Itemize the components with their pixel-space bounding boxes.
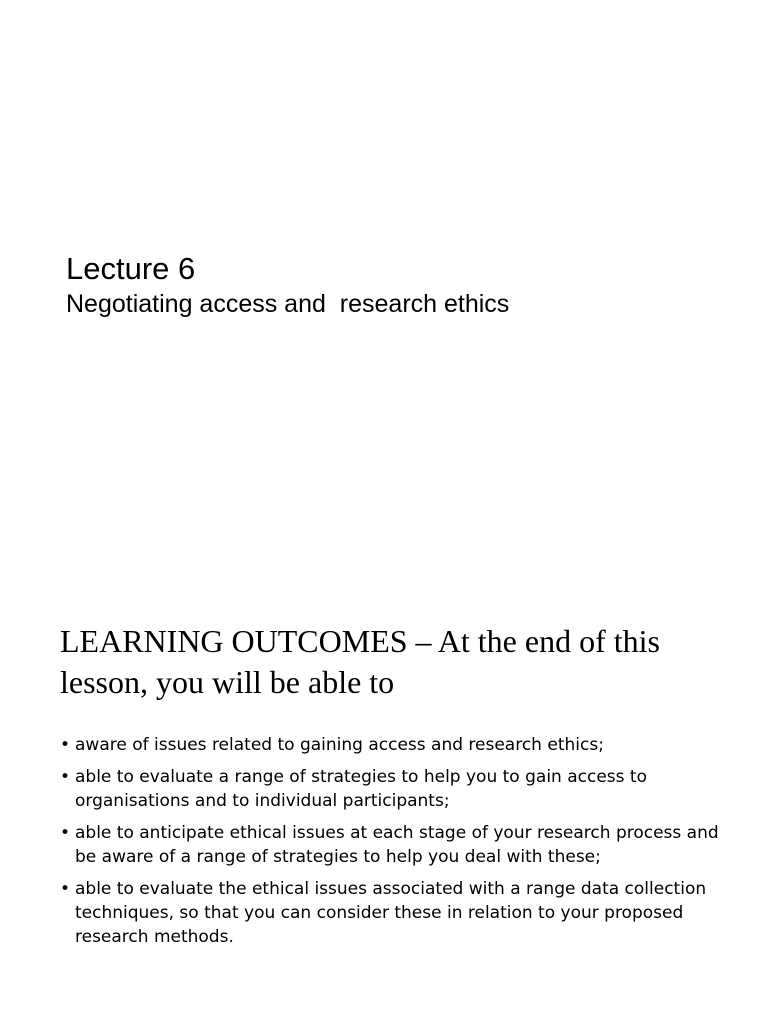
outcome-text: able to anticipate ethical issues at each stage of your research process and be aware of a range of strategies to help you deal with these; [75, 823, 719, 867]
list-item [60, 765, 740, 813]
list-item [60, 821, 740, 869]
outcome-text: aware of issues related to gaining access and research ethics; [75, 735, 604, 755]
outcome-text: able to evaluate a range of strategies to help you to gain access to organisations and to individual participants; [75, 767, 647, 811]
bullet-icon: • [60, 767, 71, 787]
list-item [60, 733, 740, 757]
learning-outcomes-heading: LEARNING OUTCOMES – At the end of this lesson, you will be able to [60, 623, 660, 700]
lecture-title: Lecture 6 [66, 251, 196, 286]
outcome-text: able to evaluate the ethical issues associated with a range data collection techniques, so that you can consider these in relation to your proposed research methods. [75, 879, 707, 947]
list-item [60, 877, 740, 949]
bullet-icon: • [60, 879, 71, 899]
learning-outcomes-list [60, 733, 740, 957]
bullet-icon: • [60, 823, 71, 843]
lecture-subtitle: Negotiating access and research ethics [66, 290, 510, 318]
learning-outcomes-slide [0, 512, 768, 1024]
bullet-icon: • [60, 735, 71, 755]
